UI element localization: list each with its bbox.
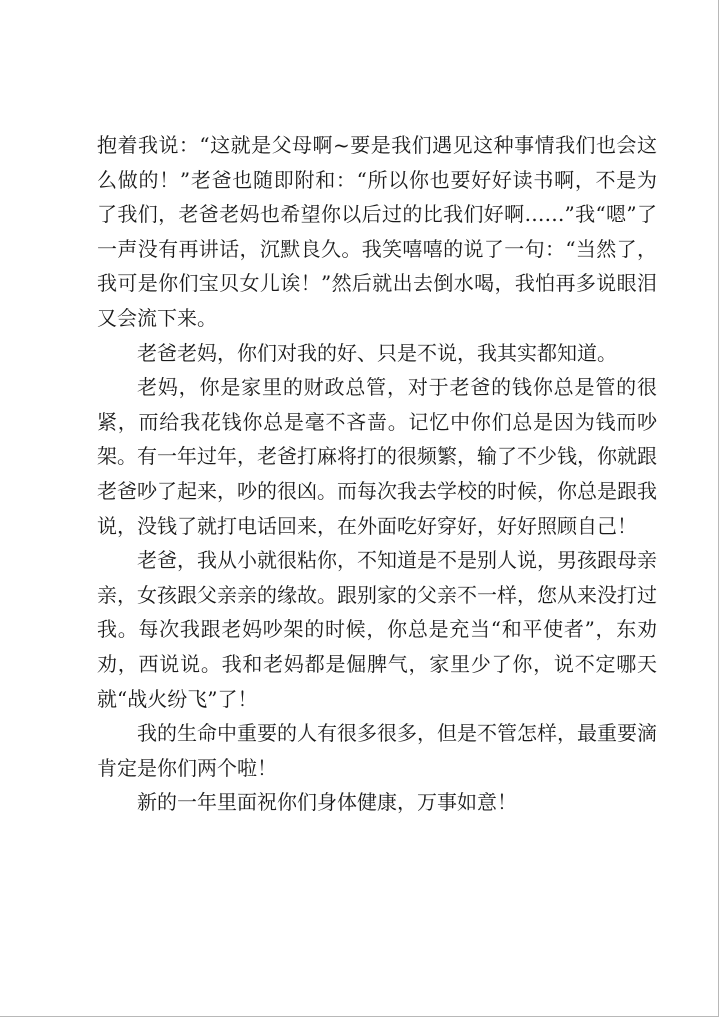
paragraph-mother: 老妈，你是家里的财政总管，对于老爸的钱你总是管的很紧，而给我花钱你总是毫不吝啬。记忆中你们总是因为钱而吵架。有一年过年，老爸打麻将打的很频繁，输了不少钱，你就跟老爸吵了起来，吵的很凶。而每次我去学校的时候，你总是跟我说，没钱了就打电话回来，在外面吃好穿好，好好照顾自己！ [97, 375, 657, 538]
paragraph-important-people: 我的生命中重要的人有很多很多，但是不管怎样，最重要滴肯定是你们两个啦！ [97, 721, 657, 780]
document-body [97, 128, 657, 820]
paragraph-new-year-wish: 新的一年里面祝你们身体健康，万事如意！ [137, 790, 517, 815]
paragraph-continuation: 抱着我说：“这就是父母啊~要是我们遇见这种事情我们也会这么做的！”老爸也随即附和：“所以你也要好好读书啊，不是为了我们，老爸老妈也希望你以后过的比我们好啊……”我“嗯”了一声没有再讲话，沉默良久。我笑嘻嘻的说了一句：“当然了，我可是你们宝贝女儿诶！”然后就出去倒水喝，我怕再多说眼泪又会流下来。 [97, 133, 657, 330]
paragraph-summary: 老爸老妈，你们对我的好、只是不说，我其实都知道。 [137, 340, 617, 365]
paragraph-father: 老爸，我从小就很粘你，不知道是不是别人说，男孩跟母亲亲，女孩跟父亲亲的缘故。跟别家的父亲不一样，您从来没打过我。每次我跟老妈吵架的时候，你总是充当“和平使者”，东劝劝，西说说。我和老妈都是倔脾气，家里少了你，说不定哪天就“战火纷飞”了！ [97, 548, 657, 711]
